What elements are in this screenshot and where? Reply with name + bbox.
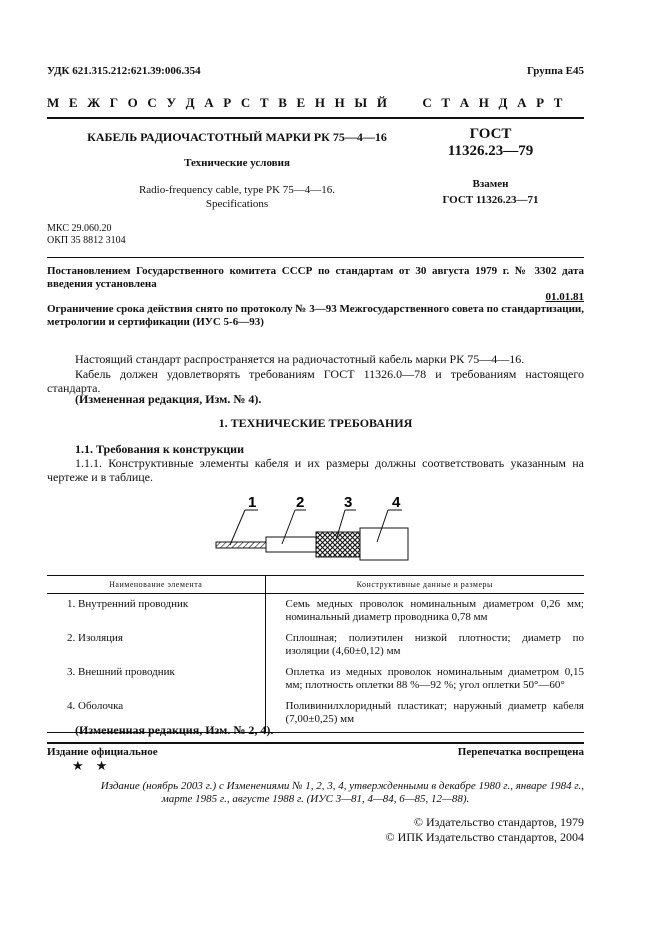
table-header-data: Конструктивные данные и размеры bbox=[265, 576, 584, 594]
table-cell-data: Семь медных проволок номинальным диаметром 0,26 мм; номинальный диаметр проводника 0,78 мм bbox=[265, 594, 584, 629]
construction-table bbox=[47, 575, 584, 733]
requirements-paragraph: Кабель должен удовлетворять требованиям ГОСТ 11326.0—78 и требованиям настоящего стандарта. bbox=[47, 367, 584, 395]
amendment-note-2: (Измененная редакция, Изм. № 2, 4). bbox=[75, 723, 274, 737]
table-cell-data: Оплетка из медных проволок номинальным диаметром 0,15 мм; плотность оплетки 88 %—92 %; угол оплетки 50°—60° bbox=[265, 662, 584, 696]
reprint-notice: Перепечатка воспрещена bbox=[457, 746, 584, 758]
footer-rule bbox=[47, 742, 584, 744]
scope-paragraph: Настоящий стандарт распространяется на радиочастотный кабель марки РК 75—4—16. bbox=[75, 352, 525, 366]
table-cell-name: 2. Изоляция bbox=[67, 632, 123, 644]
table-row bbox=[47, 662, 584, 696]
construction-paragraph: 1.1.1. Конструктивные элементы кабеля и их размеры должны соответствовать указанным на чертеже и в таблице. bbox=[47, 456, 584, 484]
subsection-heading: 1.1. Требования к конструкции bbox=[75, 442, 245, 456]
amendment-note-1: (Измененная редакция, Изм. № 4). bbox=[75, 392, 262, 406]
edition-line-2: марте 1985 г., августе 1988 г. (ИУС 3—81, 4—84, 6—85, 12—88). bbox=[161, 793, 470, 805]
standard-banner: М Е Ж Г О С У Д А Р С Т В Е Н Н Ы Й С Т А Н Д А Р Т bbox=[47, 95, 566, 110]
english-subtitle: Specifications bbox=[205, 198, 269, 210]
table-row bbox=[47, 628, 584, 662]
english-title: Radio-frequency cable, type PK 75—4—16. bbox=[138, 184, 336, 196]
callout-4: 4 bbox=[392, 494, 401, 511]
table-cell-data: Поливинилхлоридный пластикат; наружный диаметр кабеля (7,00±0,25) мм bbox=[265, 696, 584, 733]
insulation-shape bbox=[266, 537, 316, 552]
section-heading: 1. ТЕХНИЧЕСКИЕ ТРЕБОВАНИЯ bbox=[218, 416, 413, 430]
okp-code: ОКП 35 8812 3104 bbox=[47, 235, 126, 246]
copyright-1979: © Издательство стандартов, 1979 bbox=[413, 815, 584, 829]
doc-subtitle: Технические условия bbox=[184, 157, 290, 169]
table-row bbox=[47, 594, 584, 629]
edition-line-1: Издание (ноябрь 2003 г.) с Изменениями № 1, 2, 3, 4, утвержденными в декабре 1980 г., январе 1984 г., bbox=[100, 780, 584, 792]
table-cell-name: 1. Внутренний проводник bbox=[67, 598, 189, 610]
banner-rule bbox=[47, 117, 584, 119]
group-code: Группа Е45 bbox=[526, 65, 584, 77]
replaces-value: ГОСТ 11326.23—71 bbox=[442, 194, 539, 206]
copyright-2004: © ИПК Издательство стандартов, 2004 bbox=[385, 830, 584, 844]
sheath-shape bbox=[360, 528, 408, 560]
limitation-text: Ограничение срока действия снято по протоколу № 3—93 Межгосударственного совета по стандартизации, метрологии и сертификации (ИУС 5-6—93) bbox=[47, 303, 584, 328]
doc-title: КАБЕЛЬ РАДИОЧАСТОТНЫЙ МАРКИ РК 75—4—16 bbox=[87, 130, 387, 144]
official-edition: Издание официальное bbox=[47, 746, 158, 758]
title-rule bbox=[47, 257, 584, 258]
cable-drawing bbox=[210, 490, 420, 570]
table-cell-data: Сплошная; полиэтилен низкой плотности; диаметр по изоляции (4,60±0,12) мм bbox=[265, 628, 584, 662]
stars-mark: ★ ★ bbox=[72, 759, 112, 774]
callout-3: 3 bbox=[344, 494, 353, 511]
effective-date: 01.01.81 bbox=[545, 291, 584, 303]
decree-text: Постановлением Государственного комитета СССР по стандартам от 30 августа 1979 г. № 3302 дата введения установлена bbox=[47, 265, 584, 290]
inner-conductor-shape bbox=[216, 542, 266, 548]
callout-1: 1 bbox=[248, 494, 257, 511]
table-cell-name: 3. Внешний проводник bbox=[67, 666, 175, 678]
outer-conductor-shape bbox=[316, 532, 360, 557]
gost-number: 11326.23—79 bbox=[447, 143, 534, 159]
table-cell-name: 4. Оболочка bbox=[67, 700, 124, 712]
replaces-label: Взамен bbox=[472, 178, 509, 190]
callout-2: 2 bbox=[296, 494, 305, 511]
gost-label: ГОСТ bbox=[469, 126, 512, 142]
udk-code: УДК 621.315.212:621.39:006.354 bbox=[47, 65, 201, 77]
mks-code: МКС 29.060.20 bbox=[47, 223, 112, 234]
table-header-element: Наименование элемента bbox=[109, 580, 203, 589]
